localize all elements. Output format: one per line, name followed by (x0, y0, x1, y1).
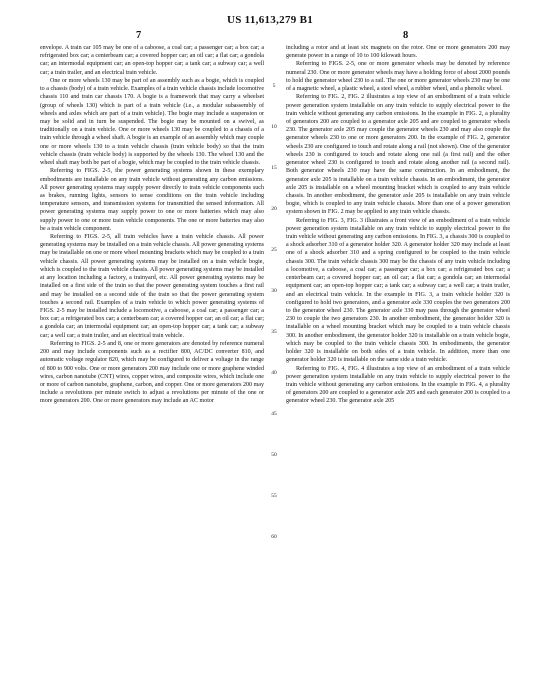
line-number: 15 (271, 165, 277, 171)
paragraph: Referring to FIGS. 2-5, one or more generator wheels may be denoted by reference numeral 230. One or more generator wheels may have a holding force of about 2000 pounds to hold the generator wheel 230 to a rail. The one or more generator wheels 230 may be one of a magnetic wheel, a plastic wheel, a steel wheel, a rubber wheel, and a phenolic wheel. (286, 61, 510, 93)
line-number: 45 (271, 411, 277, 417)
line-number: 10 (271, 124, 277, 130)
paragraph: Referring to FIG. 3, FIG. 3 illustrates a front view of an embodiment of a train vehicle power generation system installable on any train vehicle to supply electrical power to the train vehicle without generating any carbon emissions. In FIG. 3, a chassis 300 is coupled to a shock adsorber 310 of a generator holder 320. A generator holder 320 may include at least one of a shock adsorber 310 and a spring configured to be coupled to the train vehicle chassis 300. The train vehicle chassis 300 may be the chassis of any train vehicle including a locomotive, a caboose, a coal car; a passenger car; a box car; a refrigerated box car; a centerbeam car; a covered hopper car; an oil car; a flat car; a gondola car; an intermodal equipment car; an open-top hopper car; a tank car; a subway car; a well car; a train trailer, and an electrical train vehicle. In the example in FIG. 3, a train vehicle holder 320 is configured to hold two generators, and a generator axle 330 couples the two generators 200 to the generator wheel 230. The generator axle 330 may pass through the generator wheel 230 to couple the two generators 230. In another embodiment, the generator holder 320 is installable on a wheel mounting bracket which may be coupled to a train vehicle chassis 300. In another embodiment, the generator holder 320 is installable on a train vehicle bogie, which may be coupled to the train vehicle chassis 300. In embodiments, the generator holder 320 is installable on both sides of a train vehicle. In addition, more than one generator holder 320 is installable on the same side a train vehicle. (286, 217, 510, 364)
right-column (286, 44, 510, 684)
left-column (40, 44, 264, 684)
patent-number: US 11,613,279 B1 (226, 14, 314, 26)
line-number: 20 (271, 206, 277, 212)
paragraph: envelope. A train car 105 may be one of a caboose, a coal car; a passenger car; a box car; a refrigerated box car; a centerbeam car; a covered hopper car; an oil car; a flat car; a gondola car; an intermodal equipment car; an open-top hopper car; a tank car; a subway car; a well car; a train trailer, and an electrical train vehicle. (40, 45, 264, 76)
paragraph: Referring to FIG. 4, FIG. 4 illustrates a top view of an embodiment of a train vehicle power generation system installable on any train vehicle to supply electrical power to the train vehicle without generating any carbon emissions. In the example in FIG. 4, a plurality of generators 200 are coupled to a generator axle 205 and each generator 200 is coupled to a generator wheel 230. The generator axle 205 (286, 365, 510, 405)
paragraph: Referring to FIG. 2, FIG. 2 illustrates a top view of an embodiment of a train vehicle power generation system installable on any train vehicle to supply electrical power to the train vehicle without generating any carbon emissions. In the example in FIG. 2, a plurality of generators 200 are coupled to a generator axle 205 and are coupled to generator wheels 230. The generator axle 205 may couple the generator wheels 230 and may also couple the generator wheels 230 to one or more generators 200. In the example of FIG. 2, generator wheels 230 are configured to touch and rotate along a rail (not shown). One of the generator wheels 230 is configured to touch and rotate along one rail (a first rail) and the other generator wheel 230 is configured to touch and rotate along another rail (a second rail). Both generator wheels 230 may have the same construction. In an embodiment, the generator axle 205 is installable on a train vehicle chassis. In an embodiment, the generator axle 205 is installable on a wheel mounting bracket which is coupled to any train vehicle chassis. In another embodiment, the generator axle 205 is installable on any train vehicle bogie, which is coupled to any train vehicle chassis. More than one of a power generation system shown in FIG. 2 may be applied to any train vehicle chassis. (286, 94, 510, 216)
line-number: 60 (271, 534, 277, 540)
line-number: 30 (271, 288, 277, 294)
page-number-right: 8 (403, 30, 409, 41)
line-number: 35 (271, 329, 277, 335)
page-number-left: 7 (136, 30, 142, 41)
line-number: 40 (271, 370, 277, 376)
line-number: 55 (271, 493, 277, 499)
paragraph: Referring to FIGS. 2-5 and 8, one or more generators are denoted by reference numeral 200 and may include components such as a rectifier 800, AC/DC converter 810, and automatic voltage regulator 820, which may be configured to deliver a voltage in the range of 800 to 900 volts. One or more generators 200 may include one or more graphene winded wires, carbon nanotube (CNT) wires, copper wires, and composite wires, which include one or more of carbon nanotube, graphene, carbon, and copper. One or more generators 200 may include a revolutions per minute switch to adjust a revolutions per minute of the one or more generators 200. One or more generators may include an AC motor (40, 340, 264, 405)
paragraph: One or more wheels 130 may be part of an assembly such as a bogie, which is coupled to a chassis (body) of a train vehicle. Examples of a train vehicle chassis include locomotive chassis 110 and train car chassis 170. A bogie is a framework that may carry a wheelset (group of wheels 130) which is part of a train vehicle (i.e., a modular subassembly of wheels and axles which are part of a train vehicle). The bogie may include a suspension or may be solid and in turn be suspended. The bogie may be mounted on a swivel, as traditionally on a train vehicle. One or more wheels 130 may be coupled to a chassis of a train vehicle through a wheel shaft. A bogie is an example of an assembly which may couple one or more wheels 130 to a train vehicle chassis (train vehicle body) so that the train vehicle chassis (train vehicle body) is supported by the wheels 130. The wheel 130 and the wheel shaft may both be part of a bogie, which may be coupled to the train vehicle chassis. (40, 77, 264, 167)
paragraph: Referring to FIGS. 2-5, all train vehicles have a train vehicle chassis. All power generating systems may be installed on a train vehicle chassis. All power generating systems may be installable on one or more wheel mounting brackets which may be coupled to a train vehicle chassis. All power generating systems may be installed on a train vehicle bogie, which is coupled to the train vehicle chassis. All power generating systems may be installed at any location including a factory, a trainyard, etc. All power generating systems may be installed on a first side of the train so that the power generating system touches a first rail and may be installed on a second side of the train so that the power generating system touches a second rail. Examples of a train vehicle to which power generating systems of FIGS. 2-5 may be installed include a locomotive, a caboose, a coal car; a passenger car; a box car; a refrigerated box car; a centerbeam car; a covered hopper car; an oil car; a flat car; a gondola car; an intermodal equipment car; an open-top hopper car; a tank car; a subway car; a well car; a train trailer, and an electrical train vehicle. (40, 234, 264, 339)
paragraph: Referring to FIGS. 2-5, the power generating systems shown in these exemplary embodiments are installable on any train vehicle without generating any carbon emissions. All power generating systems may supply power directly to train vehicle components such as brakes, running lights, sensors to sense conditions on the train vehicle including temperature sensors, and transmission systems for transmitted the sensed information. All power generating systems may supply power to one or more batteries which may also supply power to one or more train vehicle components. The one or more batteries may also be a train vehicle component. (40, 168, 264, 232)
line-number: 50 (271, 452, 277, 458)
paragraph: including a rotor and at least six magnets on the rotor. One or more generators 200 may generate power in a range of 10 to 100 kilowatt hours. (286, 45, 510, 60)
line-number: 5 (272, 83, 276, 89)
line-number: 25 (271, 247, 277, 253)
